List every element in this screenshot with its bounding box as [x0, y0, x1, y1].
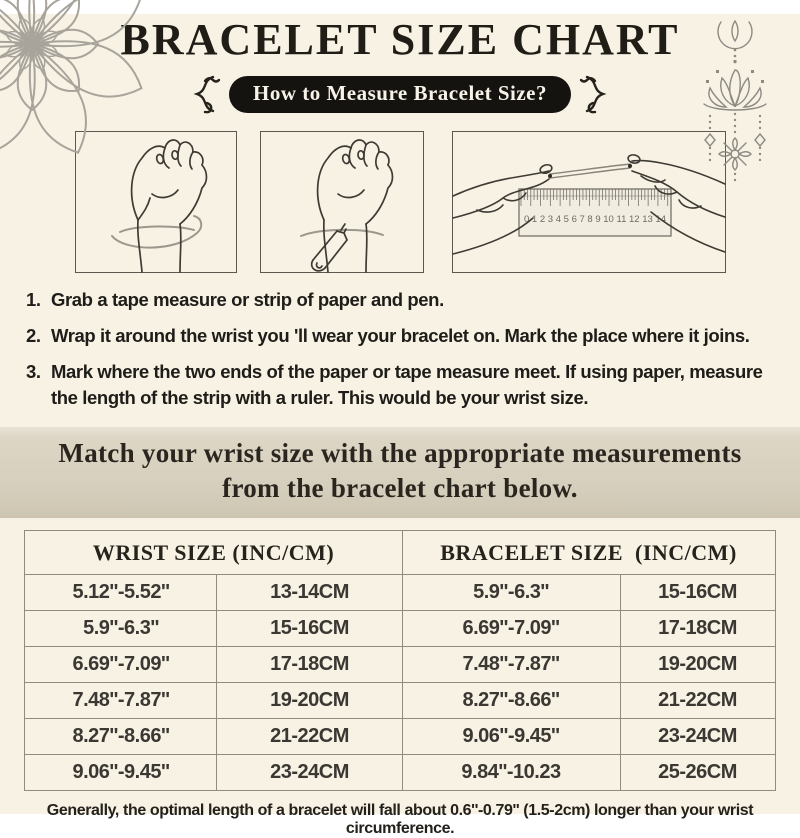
step-number: 2. [26, 324, 41, 346]
hands-with-ruler-illustration [452, 131, 726, 273]
footnote-text: Generally, the optimal length of a bracelet will fall about 0.6''-0.79'' (1.5-2cm) longer than your wrist circumference. [46, 802, 754, 838]
banner-line-2: from the bracelet chart below. [222, 473, 578, 504]
bracelet-cm: 19-20CM [620, 647, 775, 683]
bracelet-cm: 21-22CM [620, 683, 775, 719]
table-row [25, 683, 775, 719]
bracelet-cm: 15-16CM [620, 575, 775, 611]
bracelet-inches: 6.69''-7.09'' [402, 611, 620, 647]
step-text: Wrap it around the wrist you 'll wear your bracelet on. Mark the place where it joins. [51, 324, 750, 346]
instruction-step-3 [26, 359, 782, 413]
wrist-cm: 23-24CM [217, 755, 402, 791]
table-header-row [25, 531, 775, 575]
squiggle-left-icon [189, 73, 219, 115]
step-number: 3. [26, 360, 41, 382]
bracelet-size-header: BRACELET SIZE (INC/CM) [402, 531, 775, 575]
ruler-numbers: 0 1 2 3 4 5 6 7 8 9 10 11 12 13 14 [524, 214, 666, 224]
table-row [25, 575, 775, 611]
size-chart-table [24, 530, 775, 791]
bracelet-cm: 17-18CM [620, 611, 775, 647]
illustration-row [0, 131, 800, 273]
table-row [25, 647, 775, 683]
page-title: BRACELET SIZE CHART [120, 15, 680, 64]
hand-with-tape-illustration [75, 131, 237, 273]
wrist-inches: 5.9''-6.3'' [25, 611, 217, 647]
table-row [25, 719, 775, 755]
wrist-inches: 5.12''-5.52'' [25, 575, 217, 611]
instruction-step-1 [26, 287, 782, 314]
wrist-inches: 7.48''-7.87'' [25, 683, 217, 719]
instructions-list [26, 287, 782, 412]
wrist-cm: 17-18CM [217, 647, 402, 683]
hand-with-pen-illustration [260, 131, 424, 273]
bracelet-cm: 23-24CM [620, 719, 775, 755]
step-text: Mark where the two ends of the paper or tape measure meet. If using paper, measure the length of the strip with a ruler. This would be your wrist size. [51, 360, 763, 409]
wrist-cm: 19-20CM [217, 683, 402, 719]
bracelet-inches: 8.27''-8.66'' [402, 683, 620, 719]
how-to-measure-pill: How to Measure Bracelet Size? [229, 76, 571, 113]
match-size-banner [0, 427, 800, 518]
bracelet-inches: 9.06''-9.45'' [402, 719, 620, 755]
bracelet-cm: 25-26CM [620, 755, 775, 791]
table-row [25, 755, 775, 791]
bracelet-inches: 5.9''-6.3'' [402, 575, 620, 611]
wrist-inches: 8.27''-8.66'' [25, 719, 217, 755]
wrist-size-header: WRIST SIZE (INC/CM) [25, 531, 402, 575]
subtitle-row [0, 73, 800, 115]
step-number: 1. [26, 289, 41, 310]
bracelet-inches: 7.48''-7.87'' [402, 647, 620, 683]
step-text: Grab a tape measure or strip of paper and pen. [51, 289, 444, 310]
squiggle-right-icon [581, 73, 611, 115]
bracelet-inches: 9.84''-10.23 [402, 755, 620, 791]
wrist-cm: 13-14CM [217, 575, 402, 611]
table-row [25, 611, 775, 647]
wrist-inches: 9.06''-9.45'' [25, 755, 217, 791]
banner-line-1: Match your wrist size with the appropriate measurements [58, 438, 742, 469]
wrist-cm: 15-16CM [217, 611, 402, 647]
wrist-inches: 6.69''-7.09'' [25, 647, 217, 683]
wrist-cm: 21-22CM [217, 719, 402, 755]
instruction-step-2 [26, 323, 782, 350]
bracelet-size-chart-page [0, 14, 800, 838]
